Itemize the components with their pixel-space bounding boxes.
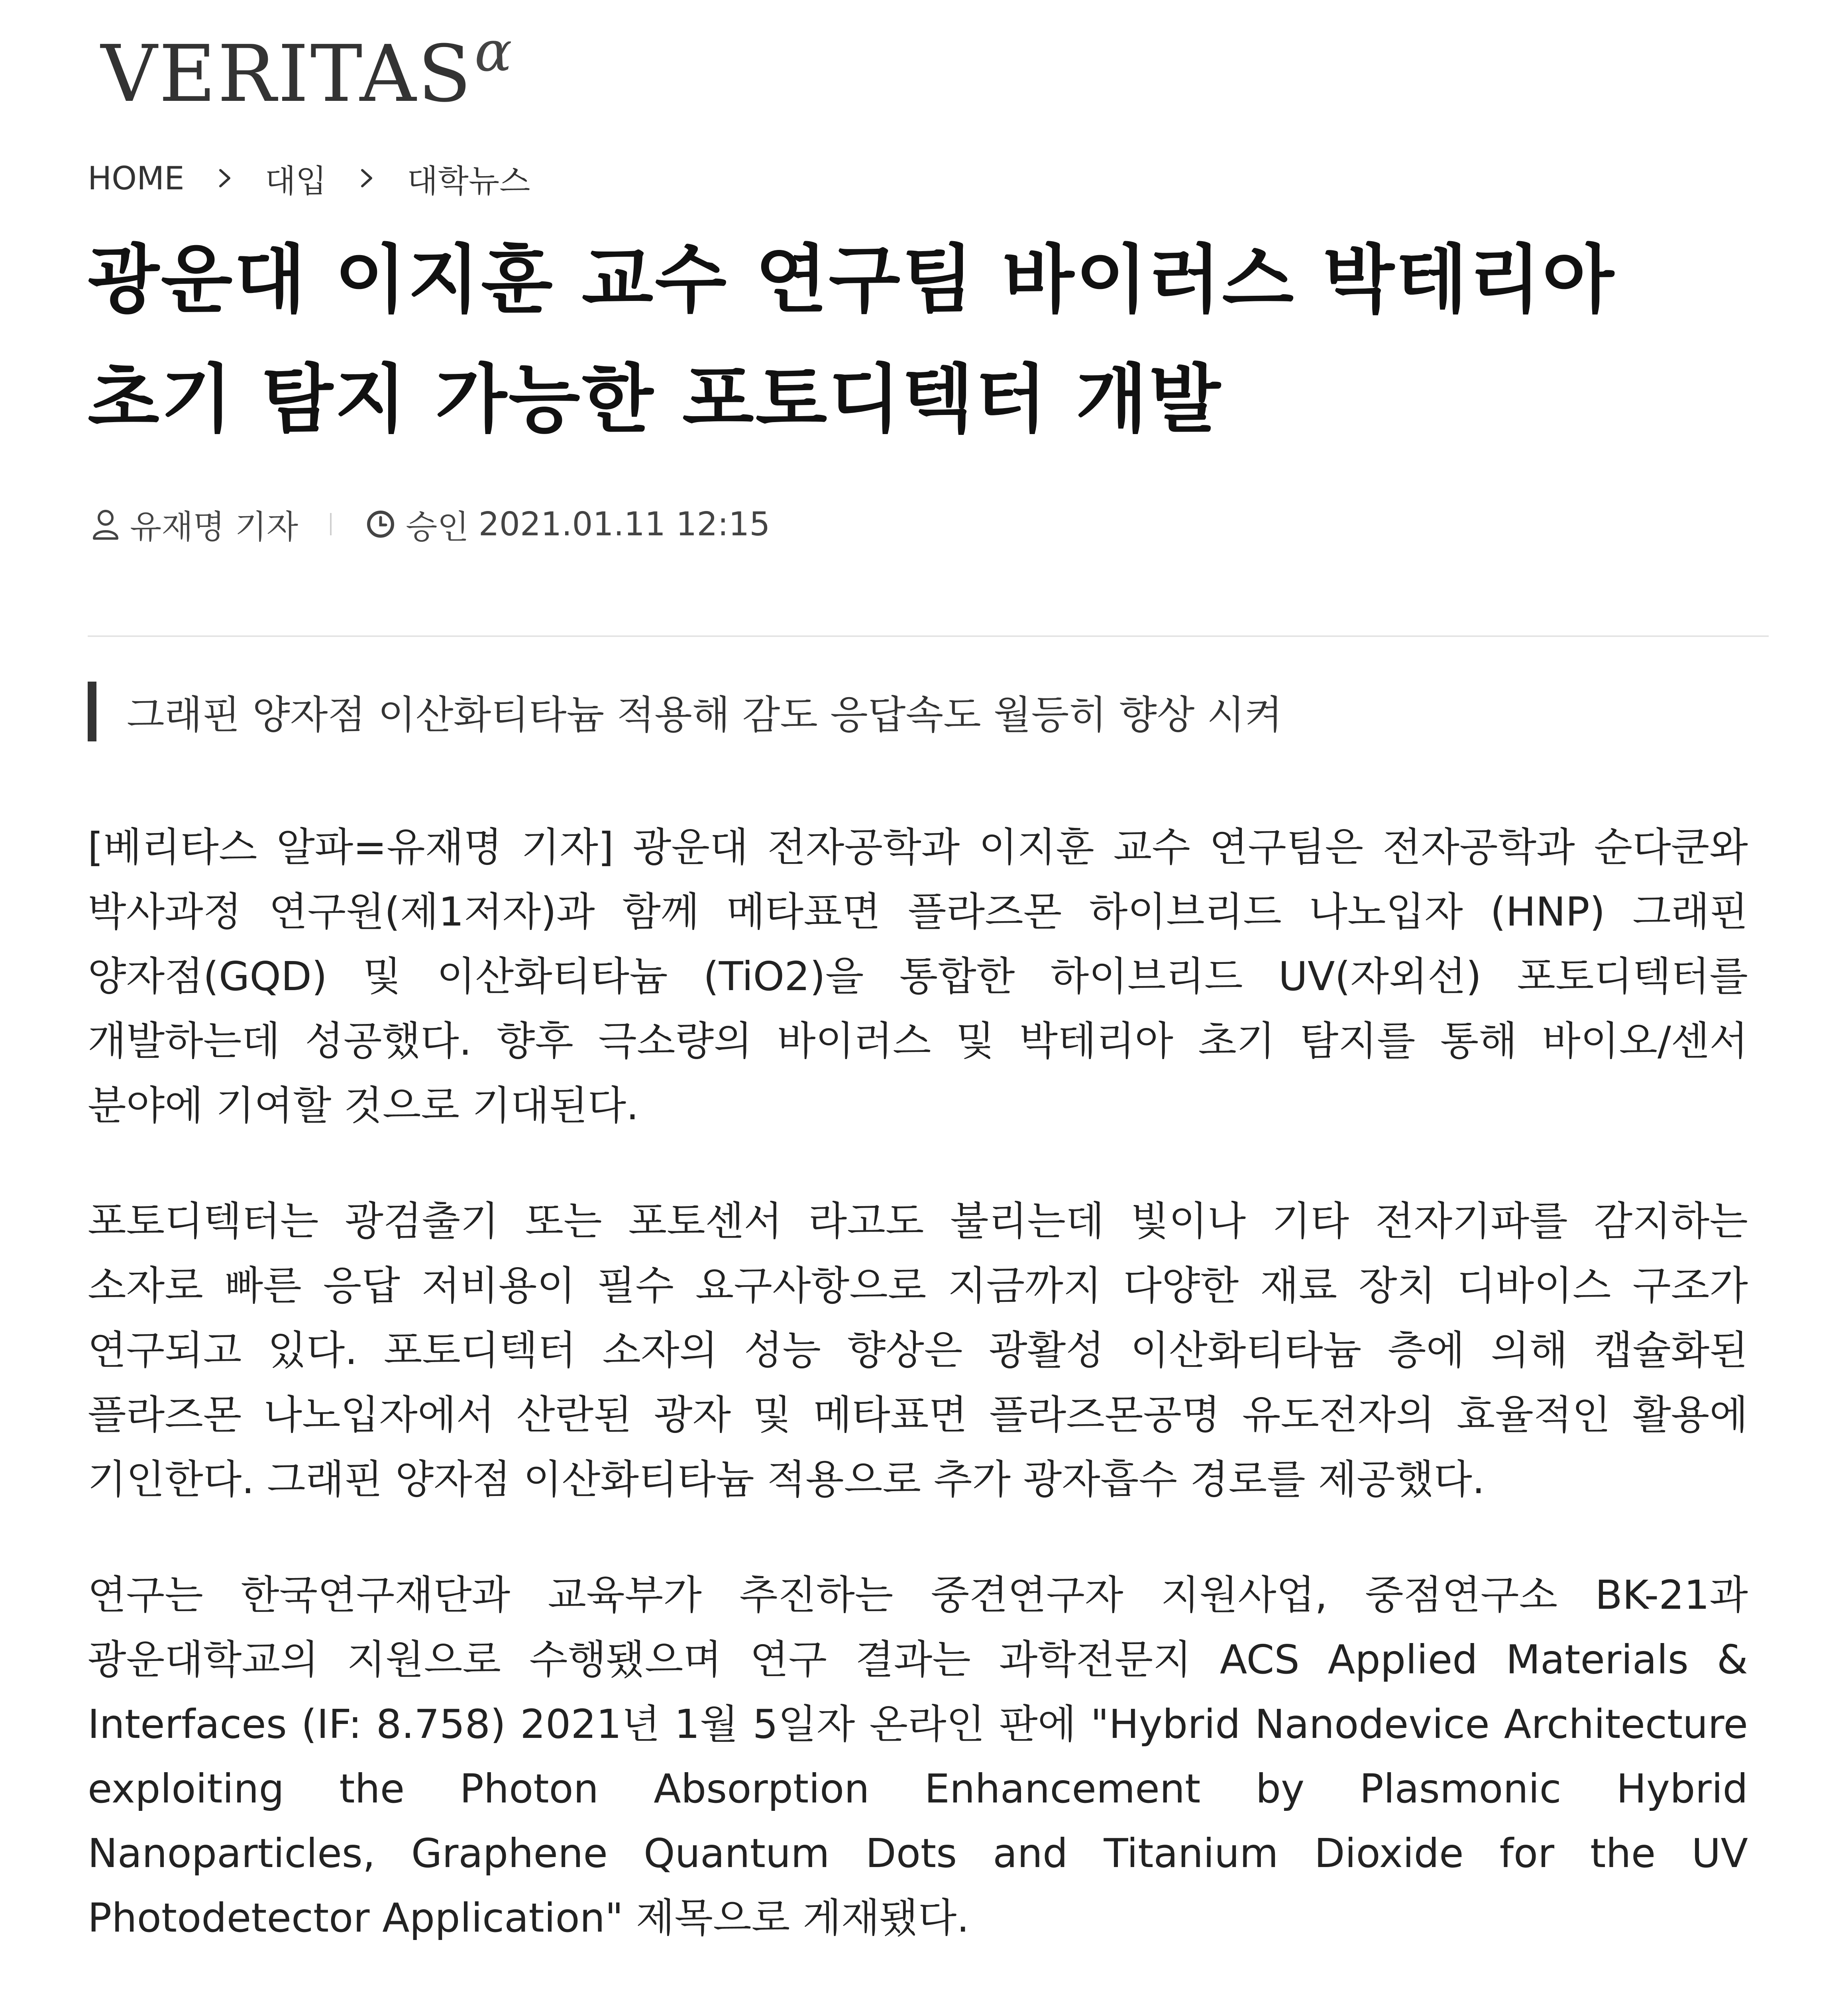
subtitle-bar <box>88 682 96 741</box>
approval-label: 승인 <box>406 508 469 546</box>
article-paragraph: 연구는 한국연구재단과 교육부가 추진하는 중견연구자 지원사업, 중점연구소 BK-21과 광운대학교의 지원으로 수행됐으며 연구 결과는 과학전문지 ACS Applied Materials & Interfaces (IF: 8.758) 2021년 1월 5일자 온라인 판에 "Hybrid Nanodevice Architecture exploiting the Photon Absorption Enhancement by Plasmonic Hybrid Nanoparticles, Graphene Quantum Dots and Titanium Dioxide for the UV Photodetector Application" 제목으로 게재됐다. <box>88 1572 1748 1941</box>
author-name[interactable]: 유재명 기자 <box>130 508 299 546</box>
article-title: 광운대 이지훈 교수 연구팀 바이러스 박테리아 초기 탐지 가능한 포토디텍터 개발 <box>88 236 1616 442</box>
meta-divider <box>330 513 332 535</box>
clock-icon <box>366 509 395 539</box>
article-paragraph: 포토디텍터는 광검출기 또는 포토센서 라고도 불리는데 빛이나 기타 전자기파를 감지하는 소자로 빠른 응답 저비용이 필수 요구사항으로 지금까지 다양한 재료 장치 디바이스 구조가 연구되고 있다. 포토디텍터 소자의 성능 향상은 광활성 이산화티타늄 층에 의해 캡슐화된 플라즈몬 나노입자에서 산란된 광자 및 메타표면 플라즈몬공명 유도전자의 효율적인 활용에 기인한다. 그래핀 양자점 이산화티타늄 적용으로 추가 광자흡수 경로를 제공했다. <box>88 1198 1748 1503</box>
user-icon <box>92 508 120 540</box>
logo-text: VERITAS <box>101 29 473 120</box>
header-divider <box>88 635 1769 637</box>
publish-datetime: 2021.01.11 12:15 <box>478 505 770 543</box>
article-paragraph: [베리타스 알파=유재명 기자] 광운대 전자공학과 이지훈 교수 연구팀은 전자공학과 순다쿤와 박사과정 연구원(제1저자)과 함께 메타표면 플라즈몬 하이브리드 나노입자 (HNP) 그래핀 양자점(GQD) 및 이산화티타늄 (TiO2)을 통합한 하이브리드 UV(자외선) 포토디텍터를 개발하는데 성공했다. 향후 극소량의 바이러스 및 박테리아 초기 탐지를 통해 바이오/센서 분야에 기여할 것으로 기대된다. <box>88 824 1748 1129</box>
breadcrumb <box>88 156 530 200</box>
article-body <box>88 815 1748 1993</box>
breadcrumb-admissions[interactable]: 대입 <box>265 162 327 200</box>
breadcrumb-home[interactable]: HOME <box>88 159 185 197</box>
logo-superscript: α <box>474 19 512 84</box>
subtitle-text: 그래핀 양자점 이산화티타늄 적용해 감도 응답속도 월등히 향상 시켜 <box>127 692 1282 738</box>
site-logo[interactable] <box>101 19 512 120</box>
article-meta <box>92 498 770 550</box>
chevron-right-icon <box>360 167 373 189</box>
article-subtitle <box>88 682 1282 741</box>
chevron-right-icon <box>218 167 232 189</box>
breadcrumb-university-news[interactable]: 대학뉴스 <box>407 162 530 200</box>
